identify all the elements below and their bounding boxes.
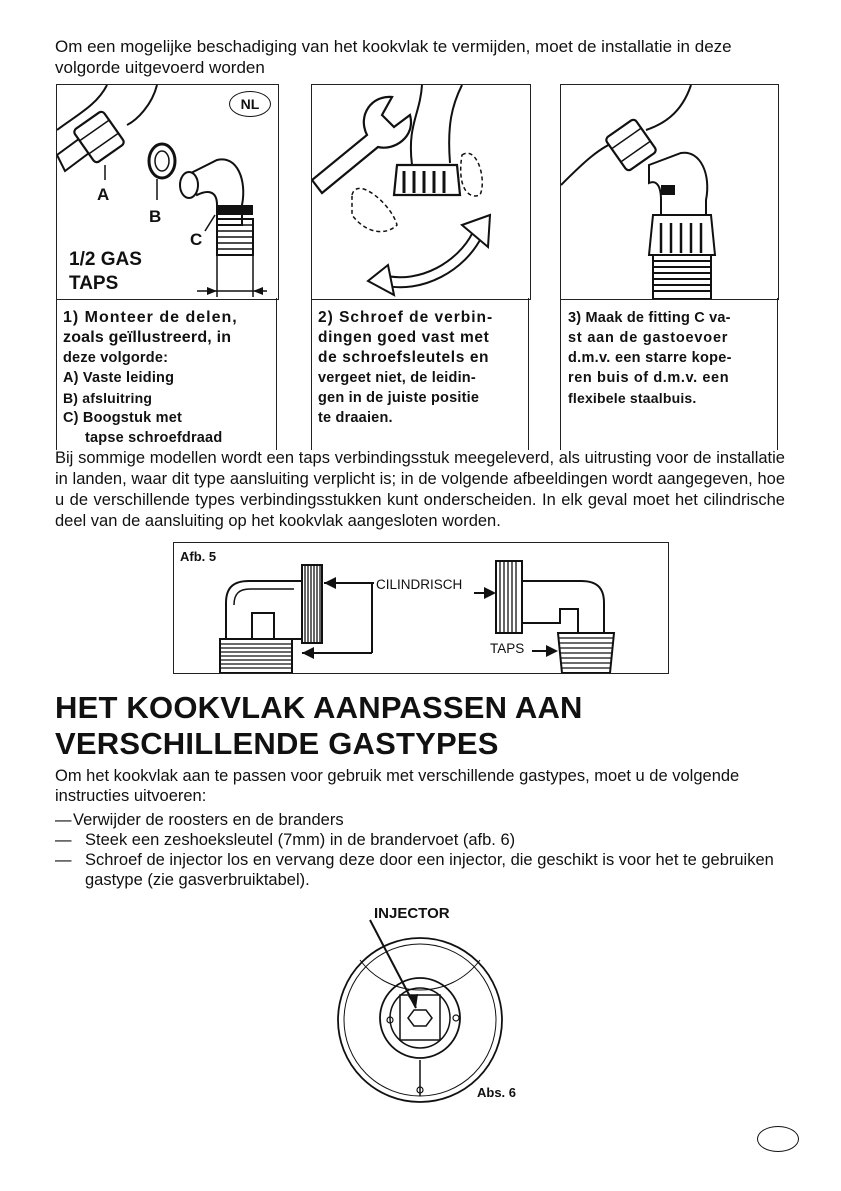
intro-text: Om een mogelijke beschadiging van het kookvlak te vermijden, moet de installatie in deze volgorde uitgevoerd worden — [55, 37, 732, 77]
step2-illustration — [311, 84, 531, 300]
figure-5 — [173, 542, 669, 674]
figure-5-title: Afb. 5 — [180, 549, 217, 564]
list-dash: — — [55, 851, 72, 869]
step1-caption-line: zoals geïllustreerd, in — [63, 329, 232, 346]
step1-caption — [63, 308, 271, 448]
label-a: A — [97, 185, 110, 204]
step1-caption-line: tapse schroefdraad — [85, 430, 223, 446]
instruction-list — [55, 810, 785, 890]
step3-caption-line: st aan de gastoevoer — [568, 330, 729, 346]
nl-badge — [229, 91, 271, 117]
step1-caption-line: A) Vaste leiding — [63, 370, 175, 386]
body-paragraph: Bij sommige modellen wordt een taps verbindingsstuk meegeleverd, als uitrusting voor de installatie in landen, waar dit type aansluiting verplicht is; in de volgende afbeeldingen wordt aangegeven, hoe u de verschillende types verbindingsstukken kunt onderscheiden. In elk geval moet het cilindrische deel van de aansluiting op het kookvlak aangesloten worden. — [55, 449, 785, 530]
list-item — [55, 830, 785, 850]
step2-caption — [318, 308, 523, 428]
step2-caption-line: de schroefsleutels en — [318, 349, 490, 366]
step1-caption-line: 1) Monteer de delen, — [63, 309, 238, 326]
step3-right-divider — [777, 298, 778, 450]
step2-caption-line: te draaien. — [318, 410, 393, 426]
label-b: B — [149, 207, 162, 226]
step1-caption-line: C) Boogstuk met — [63, 410, 182, 426]
figure-6-caption: Abs. 6 — [477, 1085, 517, 1100]
step3-caption-line: flexibele staalbuis. — [568, 390, 697, 406]
label-taps: TAPS — [490, 641, 525, 656]
step1-right-divider — [276, 298, 277, 450]
list-dash: — — [55, 811, 72, 829]
step3-caption-line: 3) Maak de fitting C va- — [568, 310, 731, 326]
gas-label-1: 1/2 GAS — [69, 249, 142, 270]
list-dash: — — [55, 831, 72, 849]
figure-6 — [330, 900, 570, 1110]
step3-illustration — [560, 84, 779, 300]
label-injector: INJECTOR — [374, 905, 450, 922]
step1-caption-line: deze volgorde: — [63, 350, 169, 366]
list-item-text: Schroef de injector los en vervang deze door een injector, die geschikt is voor het te gebruiken gastype (zie gasverbruiktabel). — [85, 851, 774, 889]
step2-right-divider — [528, 298, 529, 450]
label-cylindrical: CILINDRISCH — [376, 577, 463, 592]
list-item — [55, 810, 785, 830]
nl-badge-label: NL — [240, 96, 260, 112]
list-item-text: Verwijder de roosters en de branders — [73, 811, 344, 829]
step2-caption-line: 2) Schroef de verbin- — [318, 309, 494, 326]
instructions-intro: Om het kookvlak aan te passen voor gebruik met verschillende gastypes, moet u de volgende instructies uitvoeren: — [55, 767, 740, 805]
step2-caption-line: vergeet niet, de leidin- — [318, 370, 476, 386]
step3-caption-line: ren buis of d.m.v. een — [568, 370, 730, 386]
list-item-text: Steek een zeshoeksleutel (7mm) in de brandervoet (afb. 6) — [85, 831, 516, 849]
step3-caption-line: d.m.v. een starre kope- — [568, 350, 732, 366]
step1-caption-line: B) afsluitring — [63, 390, 153, 406]
step3-caption — [568, 308, 774, 408]
step1-illustration — [56, 84, 279, 300]
step2-caption-line: dingen goed vast met — [318, 329, 490, 346]
label-c: C — [190, 230, 203, 249]
section-heading: HET KOOKVLAK AANPASSEN AAN VERSCHILLENDE GASTYPES — [55, 690, 583, 761]
step2-divider — [311, 298, 312, 450]
step1-divider — [56, 298, 57, 450]
list-item — [55, 850, 785, 890]
step2-caption-line: gen in de juiste positie — [318, 390, 480, 406]
step3-divider — [560, 298, 561, 450]
gas-label-2: TAPS — [69, 273, 119, 294]
page-marker — [757, 1126, 799, 1152]
